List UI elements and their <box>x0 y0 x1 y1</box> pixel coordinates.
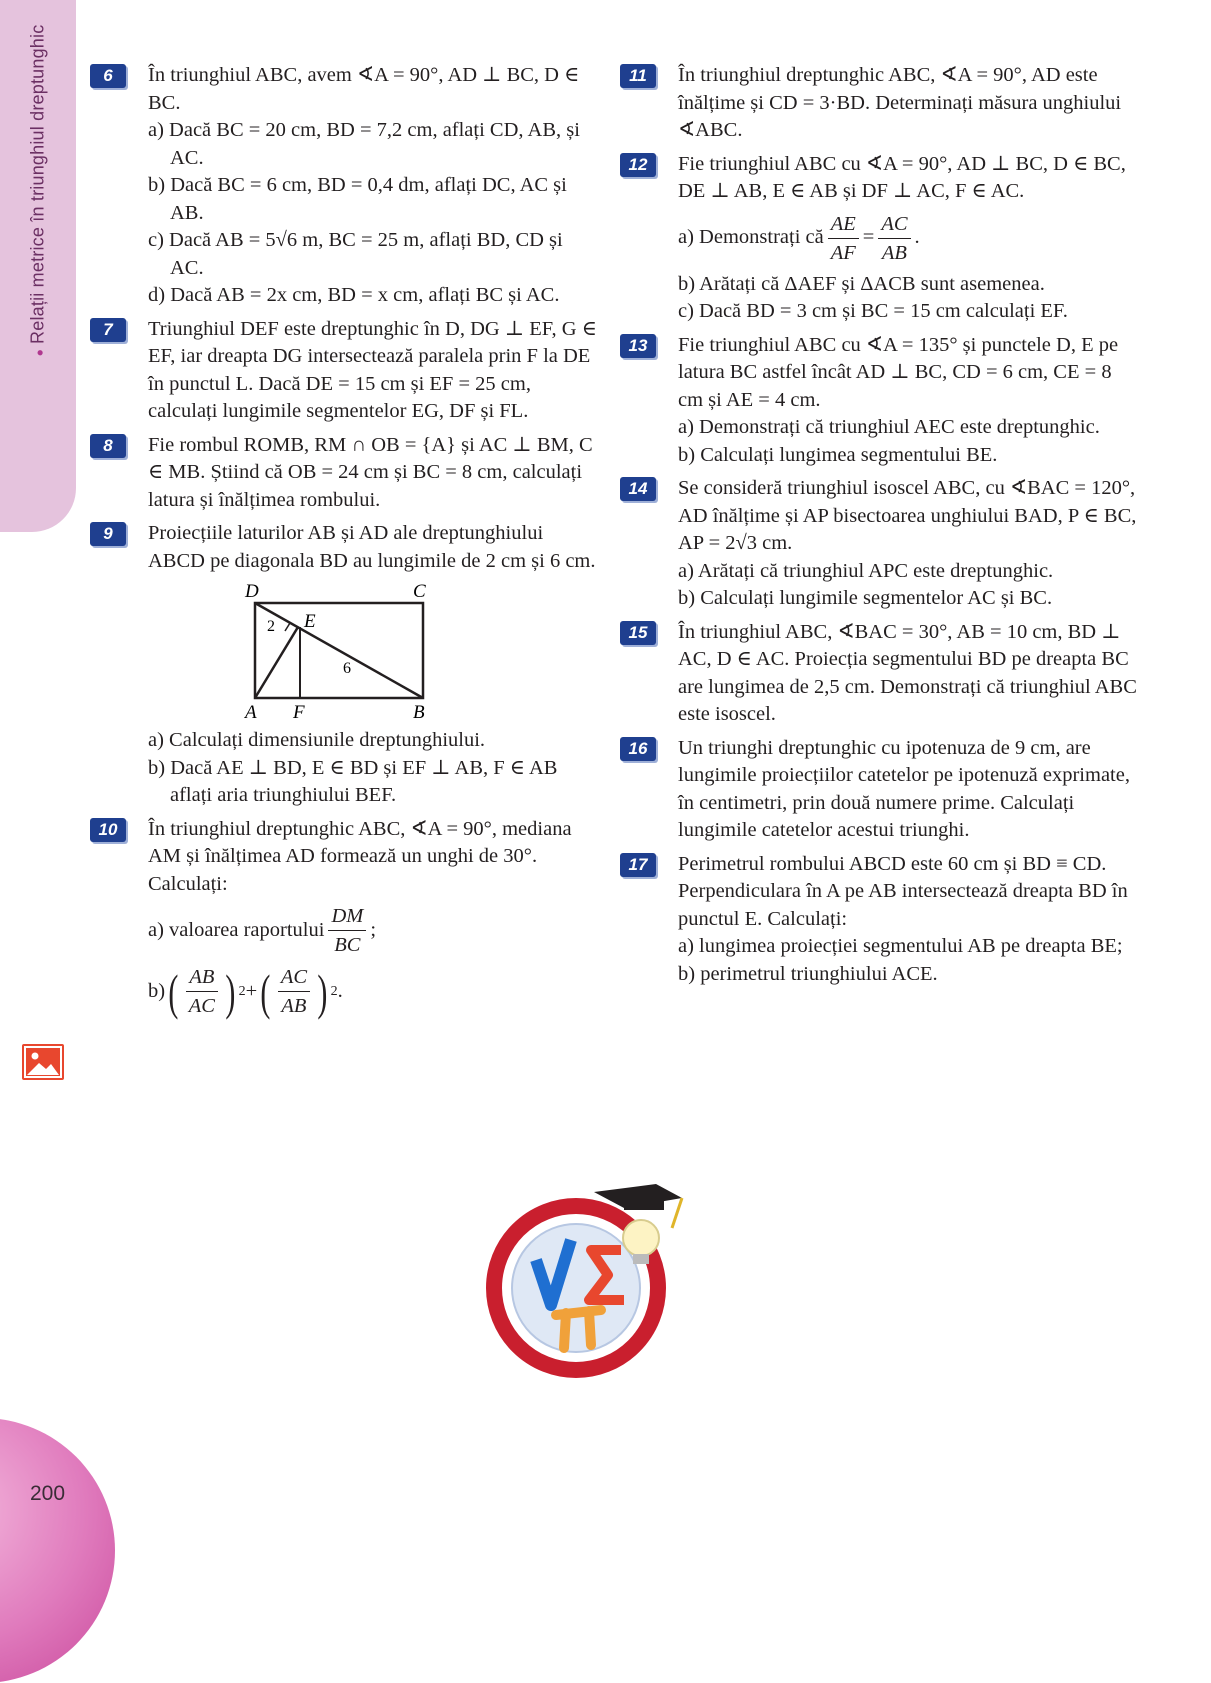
chapter-title-text: ● Relații metrice în triunghiul dreptunghic <box>28 24 49 356</box>
exercise-number: 12 <box>620 153 656 177</box>
label-e: E <box>304 611 316 632</box>
equals-sign: = <box>862 226 875 249</box>
item-b: b) Calculați lungimea segmentului BE. <box>678 443 998 466</box>
paren-close: ) <box>225 963 236 1020</box>
exercise-number: 11 <box>620 64 656 88</box>
label-a: A <box>245 702 257 721</box>
item-a: a) lungimea proiecției segmentului AB pe dreapta BE; <box>678 935 1123 957</box>
image-icon[interactable] <box>22 1044 64 1080</box>
exercise-text: Un triunghi dreptunghic cu ipotenuza de 9 cm, are lungimile proiecțiilor catetelor pe ipotenuză exprimate, în centimetri, prin două numere prime. Calculați lungimile catetelor acestui triunghi. <box>678 736 1130 841</box>
exercise-13 <box>618 332 1138 470</box>
denominator: AB <box>281 995 307 1017</box>
exercise-8 <box>88 432 598 515</box>
page-corner-decoration <box>0 1418 115 1683</box>
paren-open: ( <box>168 963 179 1020</box>
item-b: b) Calculați lungimile segmentelor AC și BC. <box>678 587 1053 609</box>
numerator: AB <box>186 963 218 992</box>
label-d: D <box>245 581 259 602</box>
math-logo <box>476 1180 696 1380</box>
exercise-number: 10 <box>90 818 126 842</box>
exercise-number: 17 <box>620 853 656 877</box>
exercise-14 <box>618 475 1138 613</box>
exercise-intro: În triunghiul ABC, avem ∢A = 90°, AD ⊥ BC, D ∈ BC. <box>148 64 580 114</box>
right-column <box>618 62 1138 994</box>
punctuation: ; <box>370 918 377 941</box>
exercise-number: 6 <box>90 64 126 88</box>
exercise-15 <box>618 619 1138 729</box>
exercise-10 <box>88 816 598 1021</box>
exercise-number: 15 <box>620 621 656 645</box>
exercise-number: 9 <box>90 522 126 546</box>
numerator: AC <box>278 963 310 992</box>
page-number: 200 <box>30 1482 66 1505</box>
exponent: 2 <box>330 983 338 999</box>
item-a-label: a) Demonstrați că <box>678 226 824 249</box>
exercise-text: În triunghiul ABC, ∢BAC = 30°, AB = 10 cm, BD ⊥ AC, D ∈ AC. Proiecția segmentului BD pe dreapta BC are lungimea de 2,5 cm. Demonstrați că triunghiul ABC este isoscel. <box>678 620 1137 725</box>
exercise-7 <box>88 316 598 426</box>
left-column <box>88 62 598 1026</box>
exercise-text: În triunghiul dreptunghic ABC, ∢A = 90°, AD este înălțime și CD = 3·BD. Determinați măsura unghiului ∢ABC. <box>678 64 1122 141</box>
item-b <box>148 963 598 1020</box>
item-c: c) Dacă BD = 3 cm și BC = 15 cm calculați EF. <box>678 300 1068 322</box>
item-b: b) perimetrul triunghiului ACE. <box>678 962 938 985</box>
exercise-text: În triunghiul dreptunghic ABC, ∢A = 90°, mediana AM și înălțimea AD formează un unghi de 30°. Calculați: <box>148 817 572 895</box>
exercise-number: 7 <box>90 318 126 342</box>
exercise-number: 13 <box>620 334 656 358</box>
item-a <box>678 210 1138 267</box>
rectangle-figure <box>243 581 443 721</box>
label-two: 2 <box>267 618 275 635</box>
exercise-intro: Fie triunghiul ABC cu ∢A = 90°, AD ⊥ BC, D ∈ BC, DE ⊥ AB, E ∈ AB și DF ⊥ AC, F ∈ AC. <box>678 152 1126 202</box>
fraction-ac-ab <box>278 963 310 1020</box>
paren-open: ( <box>260 963 271 1020</box>
exercise-11 <box>618 62 1138 145</box>
numerator: AE <box>828 210 859 239</box>
exercise-16 <box>618 735 1138 845</box>
label-six: 6 <box>343 660 351 677</box>
item-a <box>148 902 598 959</box>
fraction-ae-af <box>828 210 859 267</box>
item-a: a) Calculați dimensiunile dreptunghiului. <box>148 729 486 751</box>
item-a: a) Dacă BC = 20 cm, BD = 7,2 cm, aflați CD, AB, și AC. <box>148 119 580 169</box>
denominator: BC <box>334 934 361 956</box>
exponent: 2 <box>238 983 246 999</box>
exercise-intro: Fie triunghiul ABC cu ∢A = 135° și punctele D, E pe latura BC astfel încât AD ⊥ BC, CD = 6 cm, CE = 8 cm și AE = 4 cm. <box>678 333 1119 411</box>
exercise-9 <box>88 520 598 810</box>
exercise-12 <box>618 151 1138 326</box>
paren-close: ) <box>317 963 328 1020</box>
item-b-label: b) <box>148 979 166 1002</box>
exercise-text: Fie rombul ROMB, RM ∩ OB = {A} și AC ⊥ BM, C ∈ MB. Știind că OB = 24 cm și BC = 8 cm, calculați latura și înălțimea rombului. <box>148 433 593 511</box>
item-d: d) Dacă AB = 2x cm, BD = x cm, aflați BC și AC. <box>148 284 560 306</box>
punctuation: . <box>914 226 920 249</box>
denominator: AC <box>188 995 215 1017</box>
item-b: b) Dacă BC = 6 cm, BD = 0,4 dm, aflați DC, AC și AB. <box>148 174 567 224</box>
item-a: a) Demonstrați că triunghiul AEC este dreptunghic. <box>678 416 1100 438</box>
label-f: F <box>293 702 305 721</box>
denominator: AB <box>881 241 907 264</box>
side-tab <box>0 0 76 532</box>
exercise-17 <box>618 851 1138 989</box>
chapter-title <box>6 8 70 372</box>
exercise-number: 16 <box>620 737 656 761</box>
label-c: C <box>413 581 426 602</box>
exercise-text: Perimetrul rombului ABCD este 60 cm și BD ≡ CD. Perpendiculara în A pe AB intersectează dreapta BD în punctul E. Calculați: <box>678 852 1128 930</box>
exercise-text: Proiecțiile laturilor AB și AD ale dreptunghiului ABCD pe diagonala BD au lungimile de 2 cm și 6 cm. <box>148 522 596 572</box>
exercise-number: 14 <box>620 477 656 501</box>
punctuation: . <box>337 979 343 1002</box>
numerator: AC <box>878 210 910 239</box>
item-b: b) Dacă AE ⊥ BD, E ∈ BD și EF ⊥ AB, F ∈ AB aflați aria triunghiului BEF. <box>148 756 558 806</box>
item-a: a) Arătați că triunghiul APC este dreptunghic. <box>678 559 1054 582</box>
fraction-ab-ac <box>186 963 218 1020</box>
exercise-number: 8 <box>90 434 126 458</box>
numerator: DM <box>328 902 366 931</box>
denominator: AF <box>830 241 856 264</box>
plus-sign: + <box>245 979 258 1002</box>
fraction-ac-ab <box>878 210 910 267</box>
fraction-dm-bc <box>328 902 366 959</box>
item-c: c) Dacă AB = 5√6 m, BC = 25 m, aflați BD, CD și AC. <box>148 229 563 279</box>
item-b: b) Arătați că ΔAEF și ΔACB sunt asemenea. <box>678 272 1045 295</box>
exercise-text: Triunghiul DEF este dreptunghic în D, DG ⊥ EF, G ∈ EF, iar dreapta DG intersectează paralela prin F la DE în punctul L. Dacă DE = 15 cm și EF = 25 cm, calculați lungimile segmentelor EG, DF și FL. <box>148 317 597 422</box>
exercise-intro: Se consideră triunghiul isoscel ABC, cu ∢BAC = 120°, AD înălțime și AP bisectoarea unghiului BAD, P ∈ BC, AP = 2√3 cm. <box>678 477 1137 554</box>
item-a-label: a) valoarea raportului <box>148 918 325 941</box>
exercise-6 <box>88 62 598 310</box>
label-b: B <box>413 702 425 721</box>
